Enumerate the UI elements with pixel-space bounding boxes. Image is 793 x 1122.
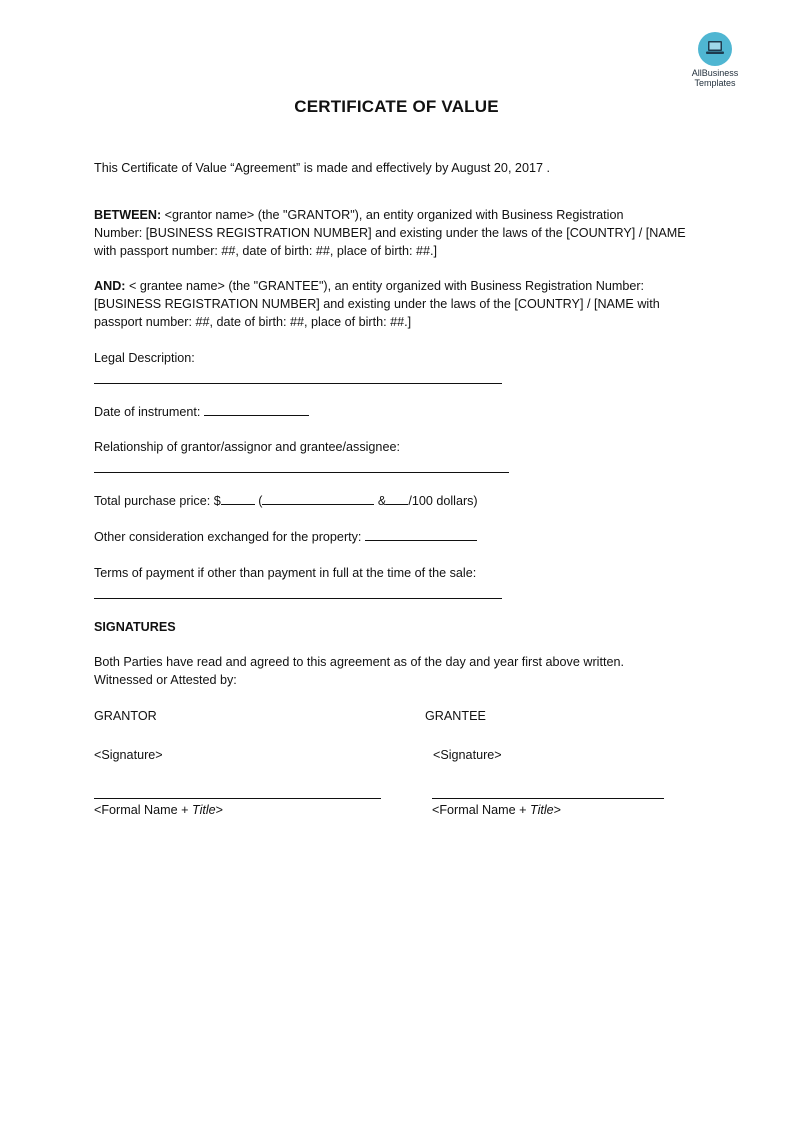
agreement-statement: [94, 653, 704, 689]
grantee-name-prefix: <Formal Name +: [432, 803, 530, 817]
grantee-label: GRANTEE: [425, 709, 486, 723]
and-line-1: < grantee name> (the "GRANTEE"), an entity organized with Business Registration Number:: [125, 279, 645, 293]
legal-description-label: Legal Description:: [94, 351, 195, 365]
grantee-signature-placeholder: <Signature>: [433, 748, 502, 762]
allbusiness-logo: [686, 32, 744, 88]
purchase-price-open: (: [254, 494, 263, 508]
and-paragraph: [94, 277, 704, 331]
date-of-instrument-line[interactable]: [204, 403, 309, 416]
and-label: AND:: [94, 279, 126, 293]
laptop-icon: [698, 32, 732, 66]
signatures-heading-text: SIGNATURES: [94, 620, 176, 634]
and-line-3: passport number: ##, date of birth: ##, place of birth: ##.]: [94, 315, 412, 329]
grantor-formal-name: [94, 801, 223, 819]
purchase-price-amount-line[interactable]: [221, 492, 255, 505]
terms-label: Terms of payment if other than payment in full at the time of the sale:: [94, 566, 477, 580]
grantor-signature-line[interactable]: [94, 798, 381, 799]
purchase-price-suffix: /100 dollars): [408, 494, 478, 508]
purchase-price-cents-line[interactable]: [386, 492, 408, 505]
and-line-2: [BUSINESS REGISTRATION NUMBER] and existing under the laws of the [COUNTRY] / [NAME with: [94, 297, 660, 311]
grantor-name-title: Title: [191, 803, 216, 817]
purchase-price-amp: &: [374, 494, 387, 508]
agreement-line-1: Both Parties have read and agreed to this agreement as of the day and year first above written.: [94, 655, 624, 669]
between-paragraph: [94, 206, 704, 260]
between-line-3: with passport number: ##, date of birth: ##, place of birth: ##.]: [94, 244, 438, 258]
grantee-name-title: Title: [529, 803, 554, 817]
logo-text: [686, 68, 744, 88]
other-consideration-row: [94, 528, 704, 546]
purchase-price-label: Total purchase price: $: [94, 494, 221, 508]
relationship-line[interactable]: [94, 472, 509, 473]
grantee-name-suffix: >: [553, 803, 562, 817]
terms-line[interactable]: [94, 598, 502, 599]
grantor-name-suffix: >: [215, 803, 224, 817]
purchase-price-row: [94, 492, 704, 510]
other-consideration-label: Other consideration exchanged for the property:: [94, 530, 362, 544]
grantor-name-prefix: <Formal Name +: [94, 803, 192, 817]
logo-line-2: Templates: [694, 78, 736, 88]
document-title: CERTIFICATE OF VALUE: [294, 97, 499, 116]
between-line-1: <grantor name> (the "GRANTOR"), an entity organized with Business Registration: [161, 208, 624, 222]
grantor-signature-placeholder: <Signature>: [94, 748, 163, 762]
between-label: BETWEEN:: [94, 208, 162, 222]
signatures-heading: [94, 618, 704, 636]
between-line-2: Number: [BUSINESS REGISTRATION NUMBER] and existing under the laws of the [COUNTRY] / [NAME: [94, 226, 686, 240]
grantor-label: GRANTOR: [94, 709, 157, 723]
grantee-formal-name: [432, 801, 561, 819]
other-consideration-line[interactable]: [365, 528, 477, 541]
legal-description-line[interactable]: [94, 383, 502, 384]
intro-paragraph: This Certificate of Value “Agreement” is made and effectively by August 20, 2017 .: [94, 161, 550, 175]
purchase-price-words-line[interactable]: [262, 492, 374, 505]
date-of-instrument-label: Date of instrument:: [94, 405, 201, 419]
agreement-line-2: Witnessed or Attested by:: [94, 673, 237, 687]
grantee-signature-line[interactable]: [432, 798, 664, 799]
date-of-instrument-row: [94, 403, 704, 421]
logo-line-1: AllBusiness: [691, 68, 739, 78]
relationship-label: Relationship of grantor/assignor and grantee/assignee:: [94, 440, 400, 454]
